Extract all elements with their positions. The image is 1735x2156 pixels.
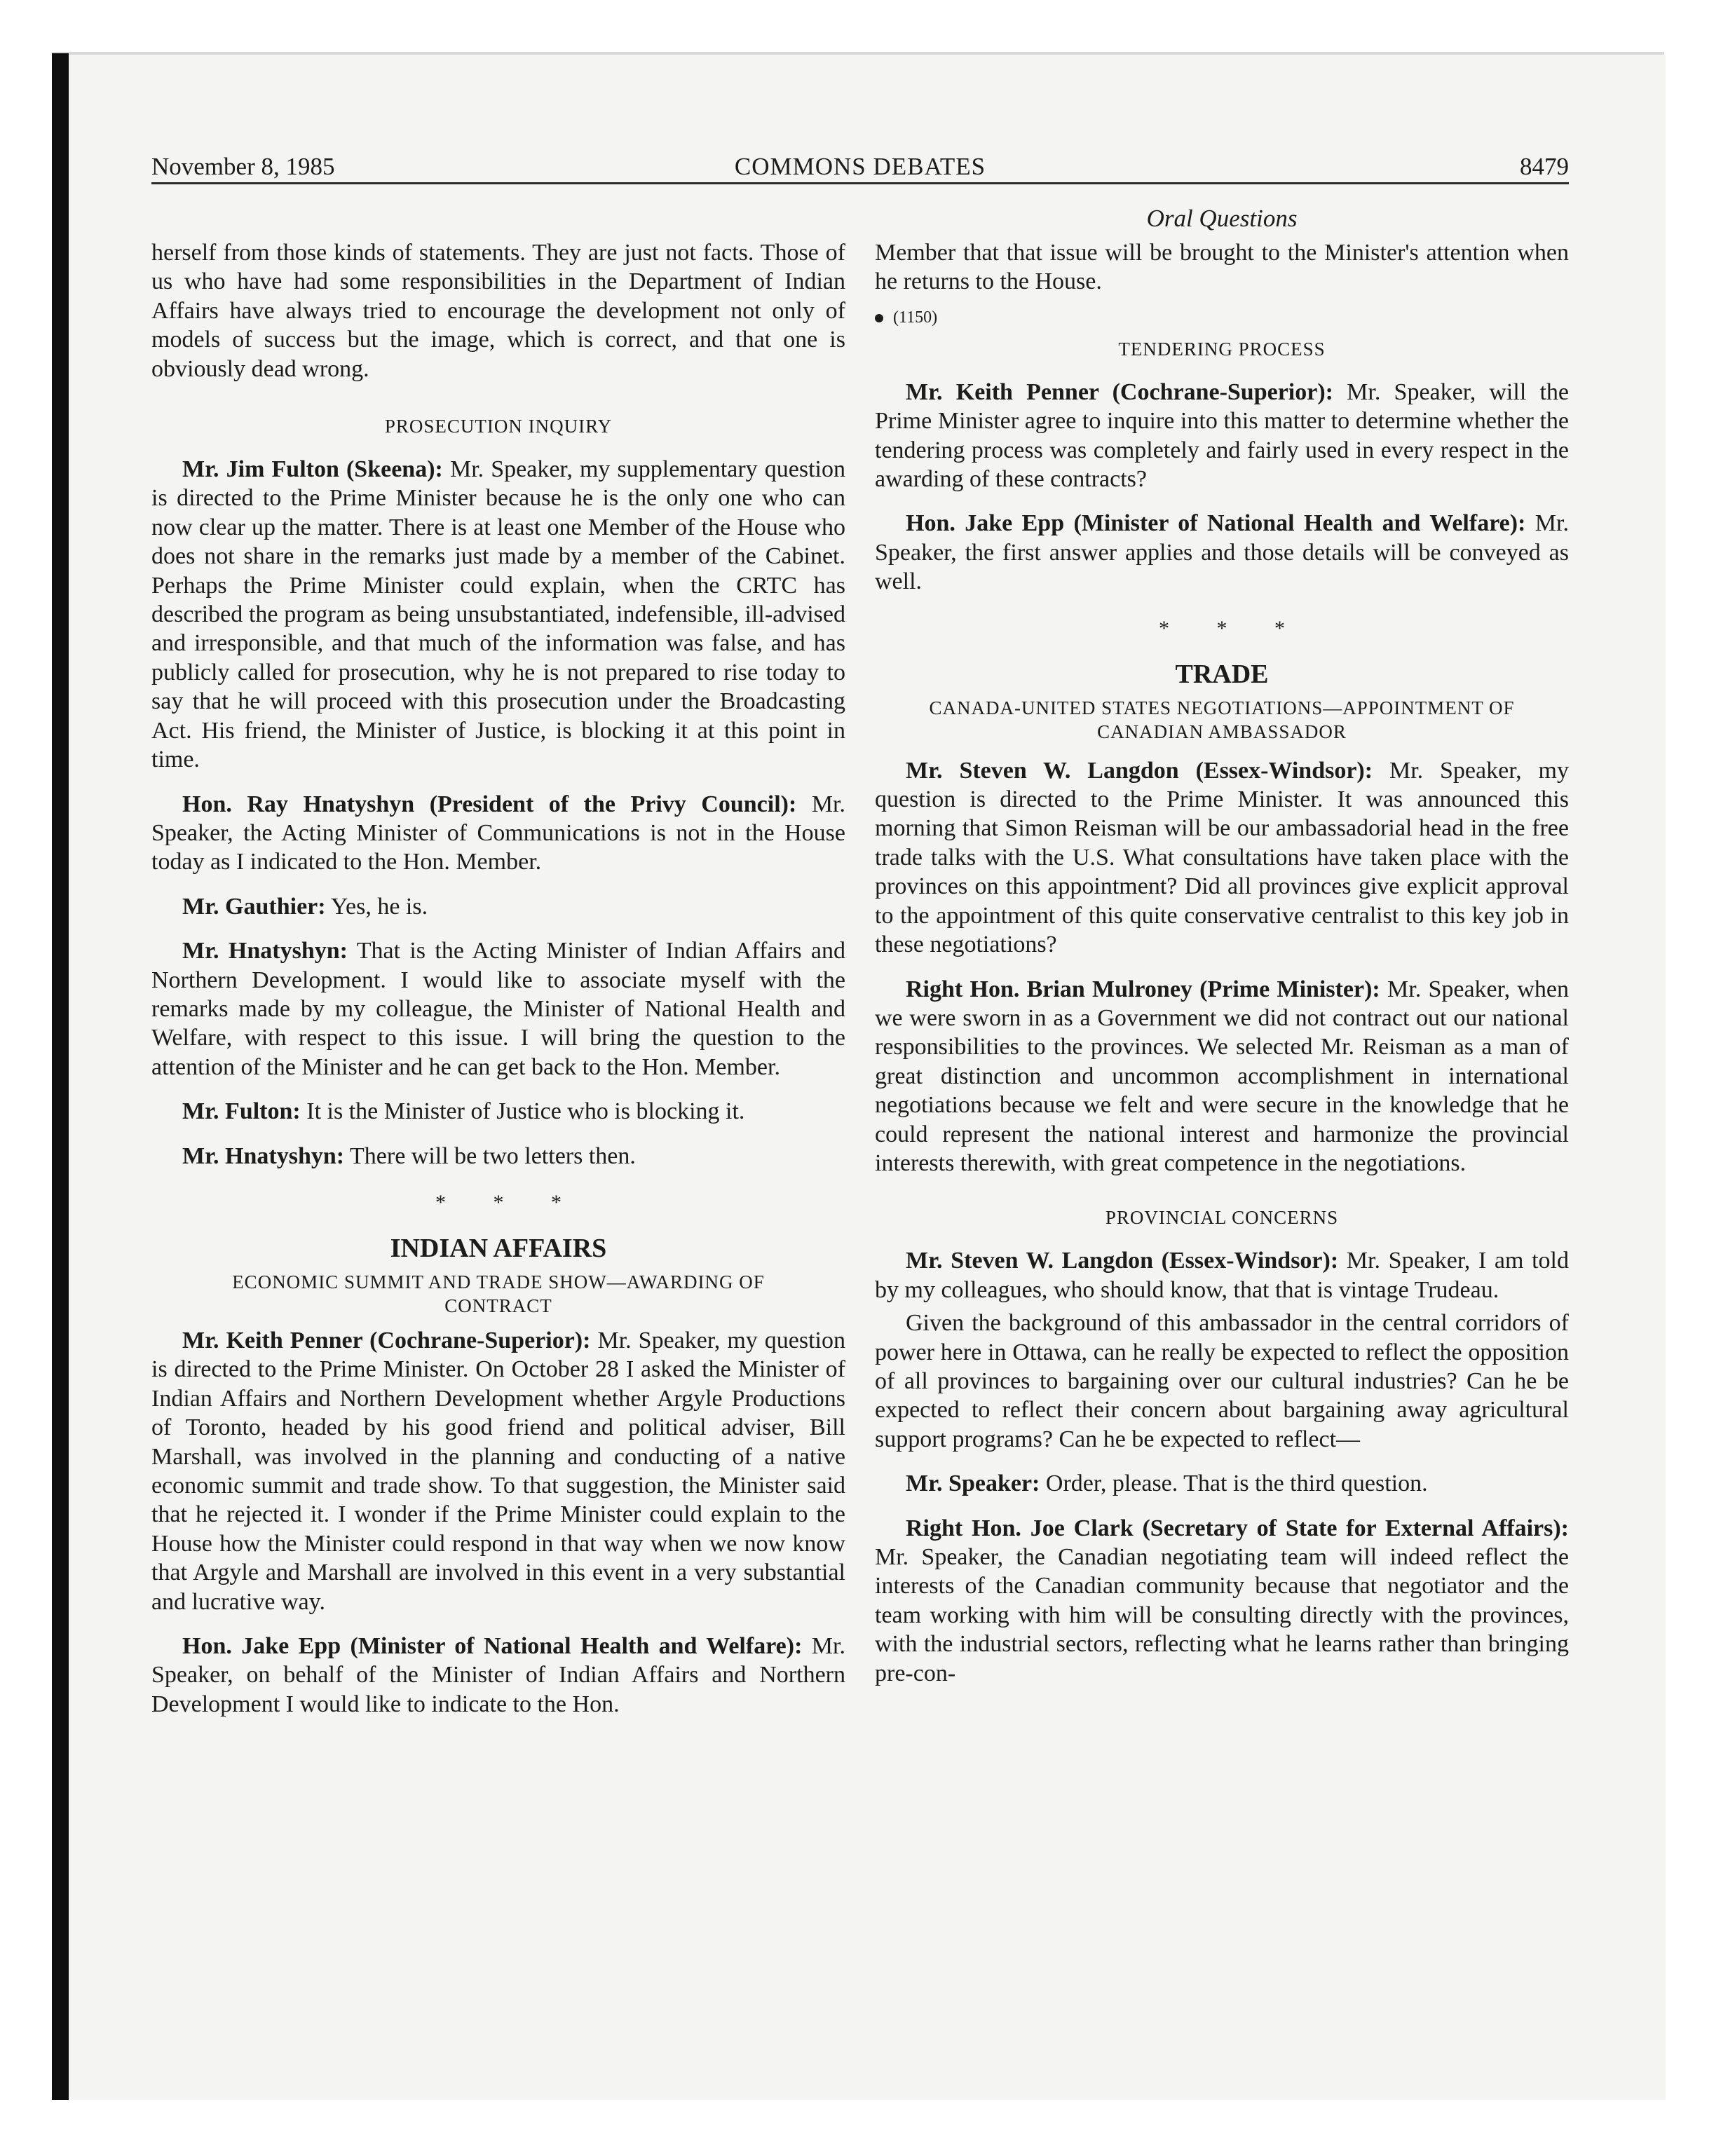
speaker-name: Hon. Ray Hnatyshyn (President of the Privy Council): bbox=[182, 791, 797, 817]
speech-epp-2 bbox=[875, 509, 1569, 596]
speech-text: Mr. Speaker, I am told by my colleagues, who should know, that that is vintage Trudeau. bbox=[875, 1248, 1570, 1303]
speech-text: Mr. Speaker, the Canadian negotiating team will indeed reflect the interests of the Canadian community because that negotiator and the team working with him will be consulting directly with the provinces, with the industrial sectors, reflecting what he learns rather than bringing pre-con- bbox=[875, 1544, 1569, 1686]
speaker-name: Mr. Steven W. Langdon (Essex-Windsor): bbox=[906, 757, 1373, 784]
subheading-tendering-process: TENDERING PROCESS bbox=[1118, 338, 1326, 360]
speech-text: Mr. Speaker, my question is directed to the Prime Minister. On October 28 I asked the Minister of Indian Affairs and Northern Development whether Argyle Productions of Toronto, headed by his good friend and political adviser, Bill Marshall, was involved in the planning and conducting of a native economic summit and trade show. To that suggestion, the Minister said that he rejected it. I wonder if the Prime Minister could explain to the House how the Minister could respond in that way when we now know that Argyle and Marshall are involved in this event in a very substantial and lucrative way. bbox=[151, 1327, 845, 1615]
speech-gauthier bbox=[151, 892, 845, 921]
speaker-name: Mr. Hnatyshyn: bbox=[182, 1142, 345, 1169]
speech-text: Mr. Speaker, my question is directed to the Prime Minister. It was announced this morning that Simon Reisman will be our ambassadorial head in the free trade talks with the U.S. What consultations have taken place with the provinces on this appointment? Did all provinces give explicit approval to the appointment of this quite conservative centralist to this key job in these negotiations? bbox=[875, 757, 1569, 958]
header-page-number: 8479 bbox=[1520, 153, 1569, 180]
time-marker bbox=[875, 303, 1569, 332]
speech-speaker bbox=[875, 1469, 1569, 1498]
page-header bbox=[151, 151, 1569, 184]
bullet-icon bbox=[875, 314, 883, 322]
speaker-name: Mr. Gauthier: bbox=[182, 893, 326, 920]
speech-text: Mr. Speaker, the Acting Minister of Communications is not in the House today as I indicated to the Hon. Member. bbox=[151, 791, 845, 875]
section-separator: * * * bbox=[1159, 616, 1306, 640]
subheading-prosecution-inquiry: PROSECUTION INQUIRY bbox=[384, 416, 613, 437]
speech-text: Order, please. That is the third question. bbox=[1040, 1471, 1428, 1497]
speaker-name: Hon. Jake Epp (Minister of National Health and Welfare): bbox=[182, 1633, 803, 1660]
right-column bbox=[875, 203, 1569, 1703]
speaker-name: Mr. Steven W. Langdon (Essex-Windsor): bbox=[906, 1248, 1339, 1274]
speaker-name: Mr. Hnatyshyn: bbox=[182, 938, 348, 964]
speaker-name: Mr. Fulton: bbox=[182, 1098, 301, 1125]
speech-hnatyshyn-3 bbox=[151, 1142, 845, 1171]
speaker-name: Right Hon. Brian Mulroney (Prime Minister): bbox=[906, 976, 1380, 1002]
speech-hnatyshyn-1 bbox=[151, 790, 845, 877]
header-date: November 8, 1985 bbox=[151, 153, 335, 180]
speech-fulton bbox=[151, 455, 845, 774]
subheading-negotiations: CANADA-UNITED STATES NEGOTIATIONS—APPOINTMENT OF CANADIAN AMBASSADOR bbox=[929, 697, 1515, 742]
speech-fulton-2 bbox=[151, 1097, 845, 1126]
speaker-name: Mr. Keith Penner (Cochrane-Superior): bbox=[182, 1327, 591, 1353]
speech-hnatyshyn-2 bbox=[151, 936, 845, 1082]
running-title: Oral Questions bbox=[1146, 205, 1298, 232]
speech-penner-2 bbox=[875, 378, 1569, 494]
paragraph-continuation: Member that that issue will be brought to the Minister's attention when he returns to the House. bbox=[875, 240, 1569, 295]
speech-langdon bbox=[875, 756, 1569, 960]
speech-text: Yes, he is. bbox=[325, 893, 428, 920]
speech-langdon-2 bbox=[875, 1246, 1569, 1304]
section-separator: * * * bbox=[435, 1190, 583, 1214]
speech-clark bbox=[875, 1514, 1569, 1688]
speech-text: It is the Minister of Justice who is blocking it. bbox=[300, 1098, 745, 1125]
subheading-economic-summit: ECONOMIC SUMMIT AND TRADE SHOW—AWARDING OF CONTRACT bbox=[232, 1271, 765, 1316]
left-column bbox=[151, 238, 845, 1734]
speech-epp bbox=[151, 1632, 845, 1719]
speaker-name: Mr. Jim Fulton (Skeena): bbox=[182, 456, 443, 483]
subheading-provincial-concerns: PROVINCIAL CONCERNS bbox=[1105, 1207, 1339, 1229]
speaker-name: Mr. Keith Penner (Cochrane-Superior): bbox=[906, 378, 1333, 405]
speech-text: Mr. Speaker, will the Prime Minister agree to inquire into this matter to determine whether the tendering process was completely and fairly used in every respect in the awarding of these contracts? bbox=[875, 378, 1570, 493]
speech-mulroney bbox=[875, 975, 1569, 1178]
speaker-name: Right Hon. Joe Clark (Secretary of State for External Affairs): bbox=[906, 1515, 1569, 1541]
speech-penner bbox=[151, 1326, 845, 1616]
paragraph-langdon-2-continued: Given the background of this ambassador in the central corridors of power here in Ottawa, can he really be expected to reflect the opposition of all provinces to bargaining over our cultural industries? Can he be expected to reflect their concern about bargaining away agricultural support programs? Can he be expected to reflect— bbox=[875, 1310, 1569, 1452]
time-marker-text: (1150) bbox=[893, 308, 938, 327]
paragraph-continuation: herself from those kinds of statements. They are just not facts. Those of us who have had some responsibilities in the Department of Indian Affairs have always tried to encourage the development not only of models of success but the image, which is correct, and that one is obviously dead wrong. bbox=[151, 240, 845, 382]
speech-text: Mr. Speaker, the first answer applies and those details will be conveyed as well. bbox=[875, 510, 1569, 595]
speech-text: That is the Acting Minister of Indian Affairs and Northern Development. I would like to associate myself with the remarks made by my colleague, the Minister of National Health and Welfare, with respect to this issue. I will bring the question to the attention of the Minister and he can get back to the Hon. Member. bbox=[151, 938, 845, 1080]
section-heading-trade: TRADE bbox=[1175, 659, 1269, 689]
speech-text: Mr. Speaker, when we were sworn in as a Government we did not contract out our national responsibilities to the provinces. We selected Mr. Reisman as a man of great distinction and uncommon accomplishment in international negotiations because we felt and were secure in the knowledge that he could represent the national interest and harmonize the provincial interests therewith, with great competence in the negotiations. bbox=[875, 976, 1569, 1176]
header-journal-title: COMMONS DEBATES bbox=[734, 153, 986, 180]
speech-text: Mr. Speaker, on behalf of the Minister of Indian Affairs and Northern Development I would like to indicate to the Hon. bbox=[151, 1633, 845, 1717]
scan-border-left bbox=[52, 53, 69, 2100]
speaker-name: Mr. Speaker: bbox=[906, 1471, 1040, 1497]
speech-text: There will be two letters then. bbox=[344, 1142, 636, 1169]
section-heading-indian-affairs: INDIAN AFFAIRS bbox=[390, 1233, 607, 1263]
speaker-name: Hon. Jake Epp (Minister of National Health and Welfare): bbox=[906, 510, 1526, 537]
speech-text: Mr. Speaker, my supplementary question is directed to the Prime Minister because he is the only one who can now clear up the matter. There is at least one Member of the House who does not share in the remarks just made by a member of the Cabinet. Perhaps the Prime Minister could explain, when the CRTC has described the program as being unsubstantiated, indefensible, ill-advised and irresponsible, and that much of the information was false, and has publicly called for prosecution, why he is not prepared to rise today to say that he will proceed with this prosecution under the Broadcasting Act. His friend, the Minister of Justice, is blocking it at this point in time. bbox=[151, 456, 845, 773]
